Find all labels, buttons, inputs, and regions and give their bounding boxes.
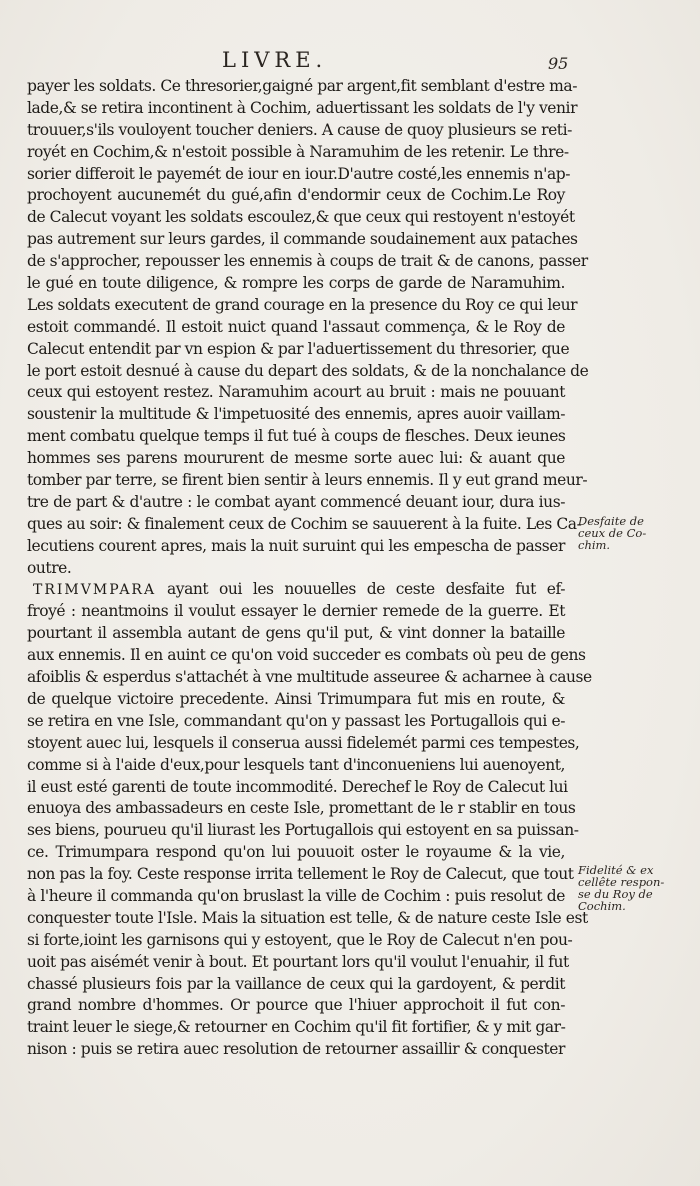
text-line: chassé plusieurs fois par la vaillance de ceux qui la gardoyent, & perdit	[27, 974, 565, 993]
running-head	[0, 48, 700, 78]
text-line: tomber par terre, se firent bien sentir à leurs ennemis. Il y eut grand meur-	[27, 471, 588, 490]
text-line: ques au soir: & finalement ceux de Cochim se sauuerent à la fuite. Les Ca-	[27, 514, 582, 533]
text-line: non pas la foy. Ceste response irrita tellement le Roy de Calecut, que tout	[27, 865, 574, 884]
text-line: de s'approcher, repousser les ennemis à coups de trait & de canons, passer	[27, 252, 588, 271]
text-line: lade,& se retira incontinent à Cochim, aduertissant les soldats de l'y venir	[27, 98, 578, 117]
running-title: LIVRE.	[222, 48, 328, 72]
text-line: Les soldats executent de grand courage en la presence du Roy ce qui leur	[27, 295, 578, 314]
text-line: comme si à l'aide d'eux,pour lesquels tant d'inconueniens lui auenoyent,	[27, 755, 565, 774]
text-line: traint leuer le siege,& retourner en Cochim qu'il fit fortifier, & y mit gar-	[27, 1018, 566, 1037]
text-line: soustenir la multitude & l'impetuosité des ennemis, apres auoir vaillam-	[27, 405, 565, 424]
text-line: ment combatu quelque temps il fut tué à coups de flesches. Deux ieunes	[27, 427, 566, 446]
text-line: se retira en vne Isle, commandant qu'on y passast les Portugallois qui e-	[27, 711, 565, 730]
text-line: outre.	[27, 558, 72, 577]
text-segment: ayant oui les nouuelles de ceste desfaite fut ef-	[166, 580, 565, 599]
text-line: estoit commandé. Il estoit nuict quand l'assaut commença, & le Roy de	[27, 317, 565, 336]
paragraph-opening-line	[27, 579, 565, 601]
margin-note-line: Fidelité & ex	[578, 863, 654, 877]
text-line: aux ennemis. Il en auint ce qu'on void succeder es combats où peu de gens	[27, 646, 586, 665]
text-line: si forte,ioint les garnisons qui y estoyent, que le Roy de Calecut n'en pou-	[27, 930, 573, 949]
text-line: tre de part & d'autre : le combat ayant commencé deuant iour, dura ius-	[27, 492, 565, 511]
text-line: ceux qui estoyent restez. Naramuhim acourt au bruit : mais ne pouuant	[27, 383, 565, 402]
text-line: prochoyent aucunemét du gué,afin d'endormir ceux de Cochim.Le Roy	[27, 186, 565, 205]
margin-note-line: ceux de Co-	[578, 526, 647, 540]
text-line: enuoya des ambassadeurs en ceste Isle, promettant de le r stablir en tous	[27, 799, 576, 818]
text-line: le port estoit desnué à cause du depart des soldats, & de la nonchalance de	[27, 361, 589, 380]
text-line: ce. Trimumpara respond qu'on lui pouuoit oster le royaume & la vie,	[27, 843, 565, 862]
margin-note-line: chim.	[578, 538, 611, 552]
paragraph-lead-word: TRIMVMPARA	[33, 582, 157, 599]
text-line: le gué en toute diligence, & rompre les corps de garde de Naramuhim.	[27, 274, 565, 293]
margin-note-line: Cochim.	[578, 899, 626, 913]
page-number: 95	[548, 54, 569, 73]
text-line: sorier differoit le payemét de iour en iour.D'autre costé,les ennemis n'ap-	[27, 164, 571, 183]
text-line: Calecut entendit par vn espion & par l'aduertissement du thresorier, que	[27, 339, 570, 358]
margin-note-fidelity	[578, 864, 698, 912]
text-line: il eust esté garenti de toute incommodité. Derechef le Roy de Calecut lui	[27, 777, 568, 796]
text-line: trouuer,s'ils vouloyent toucher deniers. A cause de quoy plusieurs se reti-	[27, 120, 572, 139]
text-line: hommes ses parens moururent de mesme sorte auec lui: & auant que	[27, 449, 565, 468]
margin-note-defeat	[578, 515, 698, 551]
text-line: payer les soldats. Ce thresorier,gaigné par argent,fit semblant d'estre ma-	[27, 77, 578, 95]
text-line: à l'heure il commanda qu'on bruslast la ville de Cochim : puis resolut de	[27, 886, 565, 905]
text-line: nison : puis se retira auec resolution de retourner assaillir & conquester	[27, 1040, 565, 1059]
text-line: pourtant il assembla autant de gens qu'il put, & vint donner la bataille	[27, 624, 565, 643]
text-line: lecutiens courent apres, mais la nuit suruint qui les empescha de passer	[27, 536, 565, 555]
text-line: stoyent auec lui, lesquels il conserua aussi fidelemét parmi ces tempestes,	[27, 733, 580, 752]
text-line: de quelque victoire precedente. Ainsi Trimumpara fut mis en route, &	[27, 689, 565, 708]
text-line: royét en Cochim,& n'estoit possible à Naramuhim de les retenir. Le thre-	[27, 142, 569, 161]
text-line: ses biens, pourueu qu'il liurast les Portugallois qui estoyent en sa puissan-	[27, 821, 579, 840]
text-line: afoiblis & esperdus s'attachét à vne multitude asseuree & acharnee à cause	[27, 668, 592, 687]
margin-note-line: Desfaite de	[578, 514, 644, 528]
text-line: de Calecut voyant les soldats escoulez,& que ceux qui restoyent n'estoyét	[27, 208, 575, 227]
margin-note-line: se du Roy de	[578, 887, 653, 901]
text-line: uoit pas aisémét venir à bout. Et pourtant lors qu'il voulut l'enuahir, il fut	[27, 952, 569, 971]
text-line: grand nombre d'hommes. Or pource que l'hiuer approchoit il fut con-	[27, 996, 565, 1015]
text-line: pas autrement sur leurs gardes, il commande soudainement aux pataches	[27, 230, 578, 249]
body-text	[27, 76, 592, 1061]
margin-note-line: cellête respon-	[578, 875, 665, 889]
text-line: conquester toute l'Isle. Mais la situation est telle, & de nature ceste Isle est	[27, 908, 588, 927]
text-line: froyé : neantmoins il voulut essayer le dernier remede de la guerre. Et	[27, 602, 565, 621]
